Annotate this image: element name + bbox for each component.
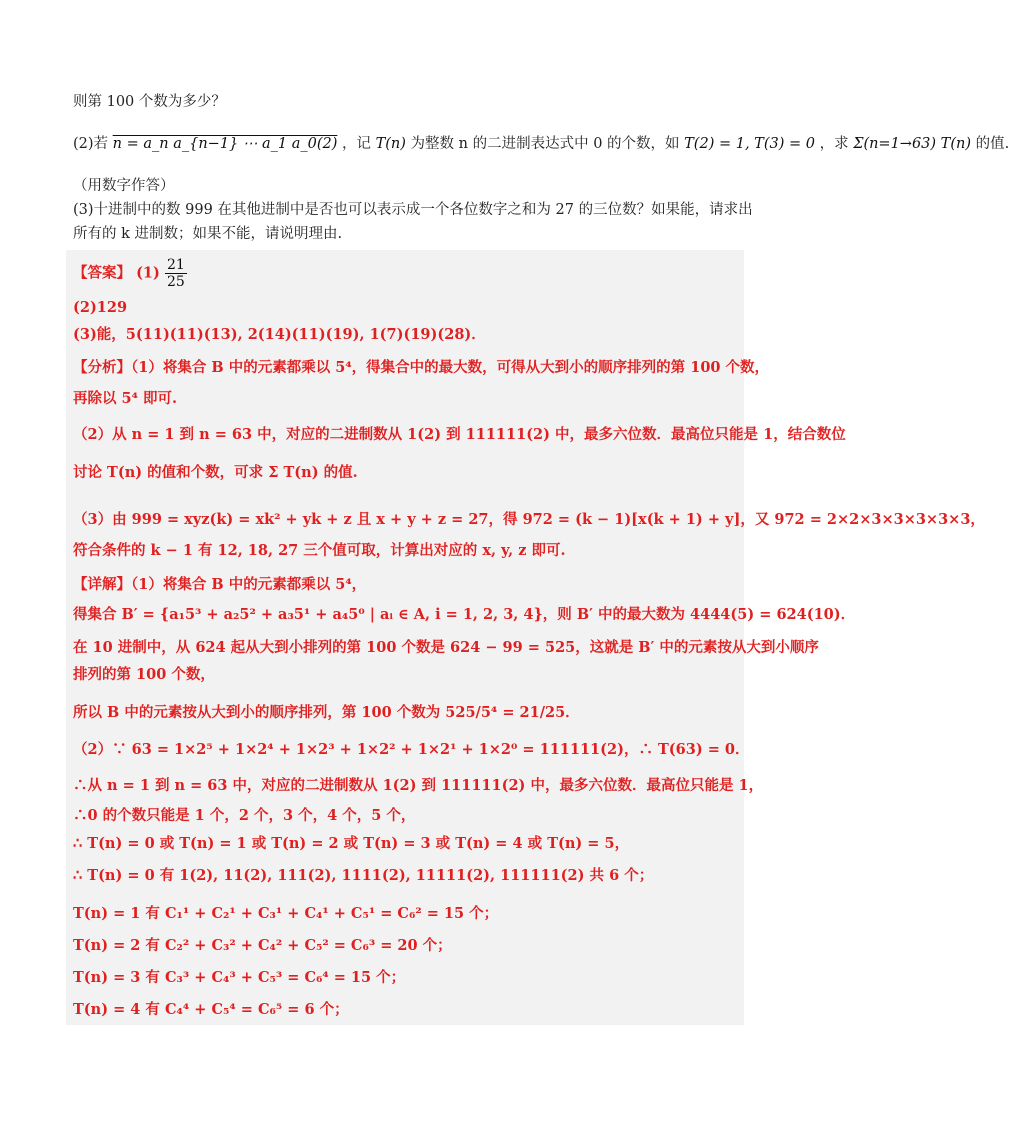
detail-d4: 排列的第 100 个数，	[73, 666, 215, 683]
detail-d2: 得集合 B′ = {a₁5³ + a₂5² + a₃5¹ + a₄5⁰ | aᵢ ∈ A, i = 1, 2, 3, 4}，则 B′ 中的最大数为 4444(5) = 624(10)．	[73, 606, 856, 623]
analysis-p1: （1）将集合 B 中的元素都乘以 5⁴，得集合中的最大数，可得从大到小的顺序排列的第 100 个数，	[131, 359, 770, 376]
detail-label: 【详解】	[73, 576, 131, 593]
answer-label: 【答案】	[73, 264, 131, 282]
answer-1-fraction	[165, 257, 187, 290]
detail-d6: （2）∵ 63 = 1×2⁵ + 1×2⁴ + 1×2³ + 1×2² + 1×2¹ + 1×2⁰ = 111111(2)，∴ T(63) = 0．	[73, 741, 750, 758]
analysis-line-1	[73, 358, 770, 378]
question-2	[73, 134, 1009, 154]
analysis-p1b: 再除以 5⁴ 即可.	[73, 390, 178, 407]
answer-1-numerator: 21	[166, 257, 185, 273]
analysis-p3b: 符合条件的 k − 1 有 12, 18, 27 三个值可取，计算出对应的 x, y, z 即可.	[73, 542, 566, 559]
analysis-p2: （2）从 n = 1 到 n = 63 中，对应的二进制数从 1(2) 到 111111(2) 中，最多六位数．最高位只能是 1，结合数位	[73, 426, 846, 443]
analysis-p3: （3）由 999 = xyz(k) = xk² + yk + z 且 x + y + z = 27，得 972 = (k − 1)[x(k + 1) + y]，又 972 = 2×2×3×3×3×3×3，	[73, 511, 985, 528]
detail-d3: 在 10 进制中，从 624 起从大到小排列的第 100 个数是 624 − 99 = 525，这就是 B′ 中的元素按从大到小顺序	[73, 639, 819, 656]
detail-d14: T(n) = 4 有 C₄⁴ + C₅⁴ = C₆⁵ = 6 个；	[73, 1001, 349, 1018]
q2-end: 的值.	[975, 136, 1009, 152]
detail-d5: 所以 B 中的元素按从大到小的顺序排列，第 100 个数为 525/5⁴ = 21/25．	[73, 704, 580, 721]
detail-d11: T(n) = 1 有 C₁¹ + C₂¹ + C₃¹ + C₄¹ + C₅¹ = C₆² = 15 个；	[73, 905, 499, 922]
analysis-p2b: 讨论 T(n) 的值和个数，可求 Σ T(n) 的值.	[73, 464, 358, 481]
detail-d1: （1）将集合 B 中的元素都乘以 5⁴，	[131, 576, 367, 593]
detail-d7: ∴从 n = 1 到 n = 63 中，对应的二进制数从 1(2) 到 111111(2) 中，最多六位数．最高位只能是 1，	[73, 777, 764, 794]
q2-prefix: (2)若	[73, 136, 109, 152]
answer-1-denominator: 25	[166, 274, 185, 290]
answer-1-prefix: (1)	[136, 264, 160, 282]
question-2-note: （用数字作答）	[73, 178, 175, 194]
q2-example: T(2) = 1, T(3) = 0	[684, 136, 815, 152]
q2-n-expression: n = a_n a_{n−1} ⋯ a_1 a_0(2)	[112, 136, 338, 152]
q2-mid: ，记	[341, 136, 371, 152]
answer-3: (3)能，5(11)(11)(13), 2(14)(11)(19), 1(7)(19)(28)．	[73, 326, 486, 343]
question-3-line2: 所有的 k 进制数；如果不能，请说明理由.	[73, 226, 343, 242]
detail-d10: ∴ T(n) = 0 有 1(2), 11(2), 111(2), 1111(2), 11111(2), 111111(2) 共 6 个；	[73, 867, 654, 884]
analysis-label: 【分析】	[73, 359, 131, 376]
q2-sum: Σ(n=1→63) T(n)	[853, 136, 971, 152]
answer-line-1	[73, 257, 740, 290]
q2-description: 为整数 n 的二进制表达式中 0 的个数，如	[410, 136, 680, 152]
answer-2: (2)129	[73, 299, 128, 316]
q2-T-symbol: T(n)	[375, 136, 406, 152]
detail-d9: ∴ T(n) = 0 或 T(n) = 1 或 T(n) = 2 或 T(n) = 3 或 T(n) = 4 或 T(n) = 5，	[73, 835, 630, 852]
question-1-tail: 则第 100 个数为多少？	[73, 94, 226, 110]
detail-line-1	[73, 575, 740, 595]
question-3-line1: (3)十进制中的数 999 在其他进制中是否也可以表示成一个各位数字之和为 27 的三位数？如果能，请求出	[73, 202, 753, 218]
detail-d13: T(n) = 3 有 C₃³ + C₄³ + C₅³ = C₆⁴ = 15 个；	[73, 969, 406, 986]
detail-d12: T(n) = 2 有 C₂² + C₃² + C₄² + C₅² = C₆³ = 20 个；	[73, 937, 452, 954]
detail-d8: ∴0 的个数只能是 1 个，2 个，3 个，4 个，5 个，	[73, 807, 416, 824]
q2-ask: ，求	[819, 136, 849, 152]
